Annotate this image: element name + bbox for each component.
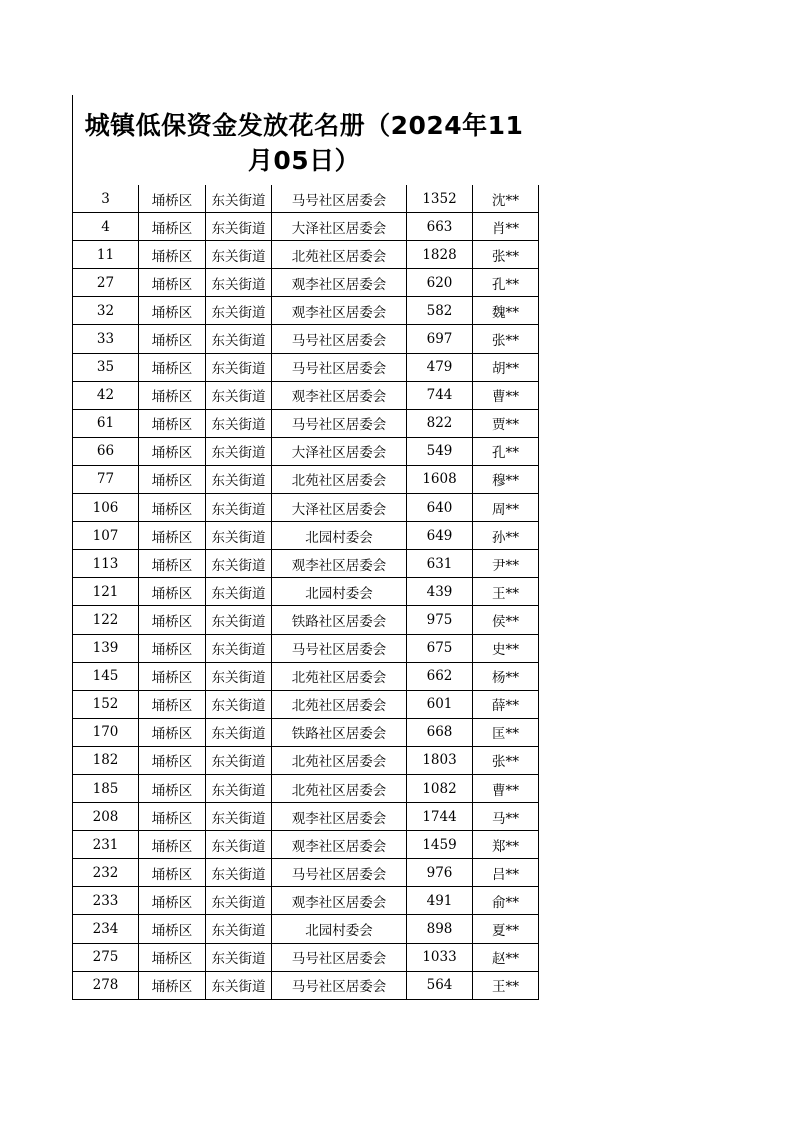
table-row (73, 213, 539, 241)
table-row (73, 915, 539, 943)
cell-recipient-name: 孔** (473, 437, 539, 465)
cell-recipient-name: 王** (473, 578, 539, 606)
cell-amount: 601 (407, 690, 473, 718)
cell-community: 马号社区居委会 (272, 634, 407, 662)
cell-serial-number: 231 (73, 831, 139, 859)
cell-street: 东关街道 (206, 803, 272, 831)
cell-amount: 1082 (407, 774, 473, 802)
cell-community: 北园村委会 (272, 915, 407, 943)
cell-serial-number: 170 (73, 718, 139, 746)
table-row (73, 774, 539, 802)
title-line-2: 月05日） (247, 146, 361, 175)
cell-community: 观李社区居委会 (272, 803, 407, 831)
table-row (73, 465, 539, 493)
cell-amount: 668 (407, 718, 473, 746)
cell-community: 北苑社区居委会 (272, 746, 407, 774)
cell-community: 铁路社区居委会 (272, 606, 407, 634)
cell-recipient-name: 孙** (473, 522, 539, 550)
cell-amount: 1033 (407, 943, 473, 971)
cell-recipient-name: 吕** (473, 859, 539, 887)
table-row (73, 718, 539, 746)
cell-district: 埇桥区 (139, 213, 206, 241)
table-row (73, 325, 539, 353)
cell-serial-number: 106 (73, 494, 139, 522)
cell-district: 埇桥区 (139, 241, 206, 269)
cell-street: 东关街道 (206, 718, 272, 746)
cell-recipient-name: 魏** (473, 297, 539, 325)
cell-street: 东关街道 (206, 269, 272, 297)
cell-street: 东关街道 (206, 213, 272, 241)
cell-amount: 1608 (407, 465, 473, 493)
cell-serial-number: 234 (73, 915, 139, 943)
cell-amount: 697 (407, 325, 473, 353)
cell-recipient-name: 孔** (473, 269, 539, 297)
cell-street: 东关街道 (206, 437, 272, 465)
cell-recipient-name: 张** (473, 241, 539, 269)
cell-serial-number: 113 (73, 550, 139, 578)
cell-street: 东关街道 (206, 915, 272, 943)
cell-district: 埇桥区 (139, 971, 206, 999)
cell-amount: 564 (407, 971, 473, 999)
table-row (73, 437, 539, 465)
cell-district: 埇桥区 (139, 381, 206, 409)
table-row (73, 241, 539, 269)
cell-amount: 976 (407, 859, 473, 887)
cell-street: 东关街道 (206, 774, 272, 802)
cell-community: 北园村委会 (272, 578, 407, 606)
cell-street: 东关街道 (206, 746, 272, 774)
cell-community: 观李社区居委会 (272, 297, 407, 325)
table-row (73, 971, 539, 999)
cell-recipient-name: 匡** (473, 718, 539, 746)
cell-recipient-name: 郑** (473, 831, 539, 859)
table-row (73, 522, 539, 550)
cell-serial-number: 232 (73, 859, 139, 887)
cell-street: 东关街道 (206, 465, 272, 493)
cell-district: 埇桥区 (139, 690, 206, 718)
table-row (73, 353, 539, 381)
cell-community: 大泽社区居委会 (272, 213, 407, 241)
cell-street: 东关街道 (206, 353, 272, 381)
cell-amount: 549 (407, 437, 473, 465)
cell-recipient-name: 史** (473, 634, 539, 662)
cell-amount: 640 (407, 494, 473, 522)
table-row (73, 185, 539, 213)
cell-serial-number: 42 (73, 381, 139, 409)
cell-street: 东关街道 (206, 550, 272, 578)
cell-amount: 491 (407, 887, 473, 915)
cell-street: 东关街道 (206, 606, 272, 634)
cell-amount: 439 (407, 578, 473, 606)
table-row (73, 409, 539, 437)
cell-street: 东关街道 (206, 943, 272, 971)
cell-district: 埇桥区 (139, 437, 206, 465)
title-line-1: 城镇低保资金发放花名册（2024年11 (84, 111, 524, 140)
cell-amount: 1803 (407, 746, 473, 774)
cell-serial-number: 66 (73, 437, 139, 465)
cell-recipient-name: 周** (473, 494, 539, 522)
cell-community: 马号社区居委会 (272, 409, 407, 437)
table-row (73, 578, 539, 606)
cell-district: 埇桥区 (139, 859, 206, 887)
cell-street: 东关街道 (206, 325, 272, 353)
cell-street: 东关街道 (206, 381, 272, 409)
cell-district: 埇桥区 (139, 718, 206, 746)
cell-community: 北苑社区居委会 (272, 690, 407, 718)
cell-district: 埇桥区 (139, 494, 206, 522)
cell-serial-number: 122 (73, 606, 139, 634)
cell-community: 北苑社区居委会 (272, 662, 407, 690)
table-row (73, 803, 539, 831)
table-row (73, 859, 539, 887)
cell-district: 埇桥区 (139, 831, 206, 859)
cell-recipient-name: 穆** (473, 465, 539, 493)
cell-street: 东关街道 (206, 409, 272, 437)
cell-district: 埇桥区 (139, 915, 206, 943)
cell-street: 东关街道 (206, 185, 272, 213)
table-row (73, 297, 539, 325)
cell-community: 观李社区居委会 (272, 381, 407, 409)
cell-amount: 663 (407, 213, 473, 241)
cell-community: 马号社区居委会 (272, 185, 407, 213)
cell-district: 埇桥区 (139, 578, 206, 606)
table-row (73, 550, 539, 578)
cell-district: 埇桥区 (139, 887, 206, 915)
cell-community: 观李社区居委会 (272, 887, 407, 915)
cell-district: 埇桥区 (139, 634, 206, 662)
table-row (73, 634, 539, 662)
cell-amount: 479 (407, 353, 473, 381)
cell-serial-number: 107 (73, 522, 139, 550)
cell-district: 埇桥区 (139, 662, 206, 690)
cell-serial-number: 275 (73, 943, 139, 971)
page-title (74, 108, 534, 178)
cell-amount: 1352 (407, 185, 473, 213)
cell-recipient-name: 张** (473, 325, 539, 353)
table-row (73, 381, 539, 409)
table-row (73, 269, 539, 297)
cell-street: 东关街道 (206, 859, 272, 887)
cell-serial-number: 182 (73, 746, 139, 774)
cell-serial-number: 77 (73, 465, 139, 493)
cell-serial-number: 3 (73, 185, 139, 213)
cell-amount: 662 (407, 662, 473, 690)
cell-district: 埇桥区 (139, 746, 206, 774)
cell-district: 埇桥区 (139, 943, 206, 971)
cell-district: 埇桥区 (139, 550, 206, 578)
cell-serial-number: 4 (73, 213, 139, 241)
cell-amount: 1828 (407, 241, 473, 269)
cell-community: 观李社区居委会 (272, 831, 407, 859)
cell-recipient-name: 马** (473, 803, 539, 831)
cell-serial-number: 32 (73, 297, 139, 325)
cell-street: 东关街道 (206, 662, 272, 690)
cell-recipient-name: 俞** (473, 887, 539, 915)
cell-street: 东关街道 (206, 971, 272, 999)
cell-recipient-name: 曹** (473, 381, 539, 409)
cell-recipient-name: 肖** (473, 213, 539, 241)
cell-district: 埇桥区 (139, 803, 206, 831)
cell-serial-number: 278 (73, 971, 139, 999)
cell-amount: 620 (407, 269, 473, 297)
cell-street: 东关街道 (206, 494, 272, 522)
cell-district: 埇桥区 (139, 353, 206, 381)
cell-amount: 822 (407, 409, 473, 437)
cell-district: 埇桥区 (139, 465, 206, 493)
cell-recipient-name: 曹** (473, 774, 539, 802)
cell-district: 埇桥区 (139, 297, 206, 325)
cell-district: 埇桥区 (139, 409, 206, 437)
cell-amount: 675 (407, 634, 473, 662)
cell-serial-number: 233 (73, 887, 139, 915)
cell-street: 东关街道 (206, 634, 272, 662)
table-row (73, 943, 539, 971)
cell-district: 埇桥区 (139, 325, 206, 353)
cell-recipient-name: 薛** (473, 690, 539, 718)
cell-street: 东关街道 (206, 297, 272, 325)
cell-serial-number: 145 (73, 662, 139, 690)
cell-community: 铁路社区居委会 (272, 718, 407, 746)
table-row (73, 831, 539, 859)
roster-table-body (73, 185, 539, 999)
cell-community: 马号社区居委会 (272, 353, 407, 381)
cell-street: 东关街道 (206, 690, 272, 718)
table-row (73, 690, 539, 718)
cell-street: 东关街道 (206, 241, 272, 269)
cell-amount: 631 (407, 550, 473, 578)
cell-recipient-name: 夏** (473, 915, 539, 943)
cell-community: 大泽社区居委会 (272, 437, 407, 465)
cell-street: 东关街道 (206, 578, 272, 606)
table-row (73, 887, 539, 915)
cell-community: 大泽社区居委会 (272, 494, 407, 522)
cell-recipient-name: 胡** (473, 353, 539, 381)
cell-recipient-name: 张** (473, 746, 539, 774)
cell-community: 观李社区居委会 (272, 550, 407, 578)
cell-recipient-name: 尹** (473, 550, 539, 578)
cell-district: 埇桥区 (139, 269, 206, 297)
cell-serial-number: 11 (73, 241, 139, 269)
cell-serial-number: 35 (73, 353, 139, 381)
cell-community: 北园村委会 (272, 522, 407, 550)
cell-community: 马号社区居委会 (272, 859, 407, 887)
cell-recipient-name: 王** (473, 971, 539, 999)
table-row (73, 494, 539, 522)
cell-district: 埇桥区 (139, 606, 206, 634)
cell-recipient-name: 侯** (473, 606, 539, 634)
cell-street: 东关街道 (206, 831, 272, 859)
cell-serial-number: 185 (73, 774, 139, 802)
cell-recipient-name: 贾** (473, 409, 539, 437)
cell-serial-number: 139 (73, 634, 139, 662)
cell-amount: 1459 (407, 831, 473, 859)
cell-community: 马号社区居委会 (272, 325, 407, 353)
cell-amount: 898 (407, 915, 473, 943)
cell-district: 埇桥区 (139, 522, 206, 550)
cell-serial-number: 33 (73, 325, 139, 353)
cell-serial-number: 121 (73, 578, 139, 606)
cell-amount: 1744 (407, 803, 473, 831)
cell-community: 马号社区居委会 (272, 943, 407, 971)
cell-serial-number: 61 (73, 409, 139, 437)
cell-amount: 582 (407, 297, 473, 325)
cell-amount: 744 (407, 381, 473, 409)
table-row (73, 606, 539, 634)
cell-community: 北苑社区居委会 (272, 774, 407, 802)
table-row (73, 662, 539, 690)
left-border-line (72, 95, 73, 185)
cell-district: 埇桥区 (139, 185, 206, 213)
cell-serial-number: 152 (73, 690, 139, 718)
cell-amount: 649 (407, 522, 473, 550)
roster-table (72, 185, 539, 1000)
cell-street: 东关街道 (206, 887, 272, 915)
cell-community: 北苑社区居委会 (272, 465, 407, 493)
cell-community: 北苑社区居委会 (272, 241, 407, 269)
cell-recipient-name: 赵** (473, 943, 539, 971)
cell-amount: 975 (407, 606, 473, 634)
cell-community: 马号社区居委会 (272, 971, 407, 999)
cell-street: 东关街道 (206, 522, 272, 550)
cell-recipient-name: 沈** (473, 185, 539, 213)
cell-serial-number: 208 (73, 803, 139, 831)
cell-community: 观李社区居委会 (272, 269, 407, 297)
cell-district: 埇桥区 (139, 774, 206, 802)
table-row (73, 746, 539, 774)
cell-recipient-name: 杨** (473, 662, 539, 690)
cell-serial-number: 27 (73, 269, 139, 297)
